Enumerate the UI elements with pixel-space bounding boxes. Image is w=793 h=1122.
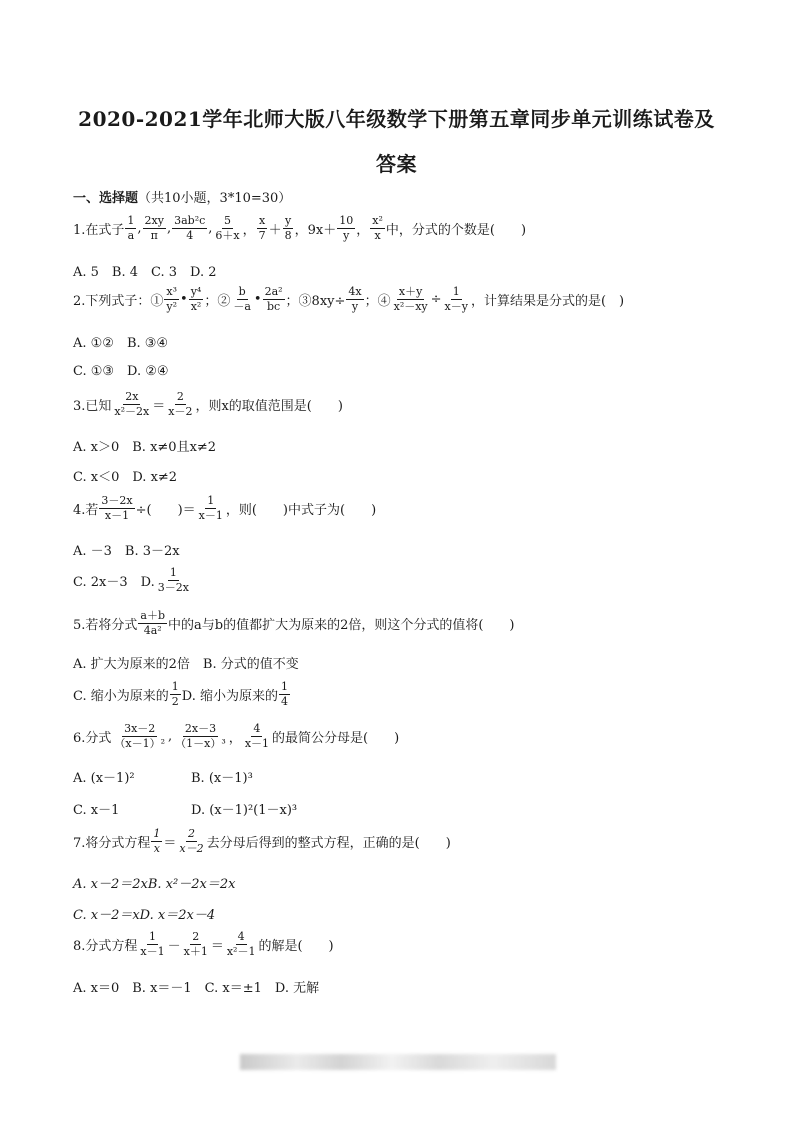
question-3 bbox=[73, 390, 343, 419]
q1-fraction-4: $\frac{5}{6+x}$ bbox=[215, 214, 240, 242]
blurred-footer-watermark bbox=[240, 1054, 556, 1070]
q5-option-d-fraction: $\frac{1}{4}$ bbox=[280, 680, 288, 708]
q6-prefix: 6.分式 bbox=[73, 731, 112, 746]
q1-fraction-6: $\frac{y}{8}$ bbox=[284, 214, 292, 242]
q1-plus: ＋ bbox=[268, 223, 282, 238]
q1-mid: ，9x＋ bbox=[294, 223, 337, 238]
q3-fraction-left: $\frac{2x}{\text{x²－2x}}$ bbox=[114, 390, 150, 418]
q8-fraction-b: $\frac{2}{x+1}$ bbox=[183, 930, 208, 958]
question-4 bbox=[73, 494, 376, 523]
q6-option-a: A. (x－1)² bbox=[73, 771, 135, 786]
q2-suffix: ，计算结果是分式的是( ) bbox=[470, 294, 625, 309]
q4-options-2-prefix: C. 2x－3 D. bbox=[73, 575, 155, 590]
q4-options-2 bbox=[73, 566, 192, 595]
q1-options: A. 5 B. 4 C. 3 D. 2 bbox=[73, 265, 217, 280]
q2-sep-2: ；③8xy÷ bbox=[285, 294, 346, 309]
q7-suffix: 去分母后得到的整式方程，正确的是( ) bbox=[206, 836, 451, 851]
q8-suffix: 的解是( ) bbox=[258, 939, 334, 954]
q2-divide: ÷ bbox=[430, 292, 442, 307]
question-1: 1.在式子 $\frac{1}{a}$ , $\frac{2xy}{\pi}$ , $\frac{\text{3ab²c}}{4}$ , $\frac{5}{6+x}$ ， $\frac{x}{7}$ ＋ $\frac{y}{8}$ ，9x＋ $\frac{10}{y}$ ， $\frac{\text{x²}}{x}$ 中，分式的个数是( ) bbox=[73, 214, 527, 242]
q4-mid: ÷( )＝ bbox=[135, 503, 196, 518]
q2-fraction-c: $\frac{b}{-a}$ bbox=[233, 285, 251, 313]
q4-prefix: 4.若 bbox=[73, 503, 99, 518]
q6-options-2 bbox=[73, 799, 297, 818]
q7-fraction-right: $\frac{2}{x-2}$ bbox=[179, 827, 204, 855]
q6-fraction-a: $\frac{3x-2}{\text{（x－1）²}}$ bbox=[114, 722, 166, 750]
q3-equals: ＝ bbox=[152, 399, 166, 414]
q3-options-2: C. x＜0 D. x≠2 bbox=[73, 470, 178, 485]
q1-fraction-5: $\frac{x}{7}$ bbox=[258, 214, 266, 242]
q2-fraction-d: $\frac{\text{2a²}}{bc}$ bbox=[264, 285, 283, 313]
q2-dot-1: • bbox=[180, 292, 188, 307]
q8-options: A. x＝0 B. x＝－1 C. x＝±1 D. 无解 bbox=[73, 981, 320, 996]
q6-fraction-b: $\frac{2x-3}{\text{（1－x）³}}$ bbox=[175, 722, 226, 750]
q4-options-1: A. －3 B. 3－2x bbox=[73, 544, 180, 559]
q2-sep-3: ；④ bbox=[364, 294, 391, 309]
q6-option-b: B. (x－1)³ bbox=[191, 771, 253, 786]
q1-fraction-7: $\frac{10}{y}$ bbox=[339, 214, 354, 242]
q3-fraction-right: $\frac{2}{x-2}$ bbox=[168, 390, 193, 418]
q7-prefix: 7.将分式方程 bbox=[73, 836, 151, 851]
q5-prefix: 5.若将分式 bbox=[73, 618, 138, 633]
q1-fraction-8: $\frac{\text{x²}}{x}$ bbox=[372, 214, 383, 242]
q7-fraction-left: $\frac{1}{x}$ bbox=[153, 827, 161, 855]
q3-prefix: 3.已知 bbox=[73, 399, 112, 414]
q2-options-2: C. ①③ D. ②④ bbox=[73, 364, 169, 379]
q5-option-d-text: D. 缩小为原来的 bbox=[181, 689, 278, 704]
section-note: （共10小题，3*10=30） bbox=[138, 191, 292, 206]
q3-suffix: ，则x的取值范围是( ) bbox=[195, 399, 343, 414]
question-2 bbox=[73, 285, 624, 314]
question-7 bbox=[73, 827, 451, 856]
q5-options-2 bbox=[73, 680, 291, 709]
q6-option-c: C. x－1 bbox=[73, 803, 120, 818]
q6-fraction-c: $\frac{4}{x-1}$ bbox=[244, 722, 270, 750]
q4-fraction-right: $\frac{1}{x-1}$ bbox=[198, 494, 223, 522]
q8-equals: ＝ bbox=[210, 939, 224, 954]
q1-suffix: 中，分式的个数是( ) bbox=[385, 223, 527, 238]
q4-option-d-fraction: $\frac{1}{3-2x}$ bbox=[157, 566, 189, 594]
q5-option-c-fraction: $\frac{1}{2}$ bbox=[171, 680, 179, 708]
q8-fraction-c: $\frac{4}{\text{x²－1}}$ bbox=[226, 930, 256, 958]
q5-suffix: 中的a与b的值都扩大为原来的2倍，则这个分式的值将( ) bbox=[168, 618, 515, 633]
q2-fraction-e: $\frac{4x}{y}$ bbox=[348, 285, 362, 313]
q2-fraction-b: $\frac{\text{y⁴}}{\text{x²}}$ bbox=[190, 285, 202, 313]
q1-prefix: 1.在式子 bbox=[73, 223, 125, 238]
q3-options-1: A. x＞0 B. x≠0且x≠2 bbox=[73, 440, 217, 455]
document-title-continued: 答案 bbox=[376, 152, 417, 176]
document-title: 2020-2021学年北师大版八年级数学下册第五章同步单元训练试卷及 bbox=[78, 107, 715, 131]
q5-option-c-text: C. 缩小为原来的 bbox=[73, 689, 169, 704]
question-8 bbox=[73, 930, 334, 959]
q2-fraction-a: $\frac{\text{x³}}{\text{y²}}$ bbox=[166, 285, 178, 313]
q4-suffix: ，则( )中式子为( ) bbox=[225, 503, 377, 518]
q8-minus: － bbox=[167, 939, 181, 954]
q2-dot-2: • bbox=[253, 292, 262, 307]
q7-options-2: C. x－2＝xD. x＝2x－4 bbox=[73, 908, 216, 923]
q2-fraction-g: $\frac{1}{x-y}$ bbox=[444, 285, 468, 313]
q6-suffix: 的最简公分母是( ) bbox=[272, 731, 400, 746]
q6-options-1 bbox=[73, 767, 253, 786]
section-title: 一、选择题 bbox=[73, 191, 139, 206]
q8-prefix: 8.分式方程 bbox=[73, 939, 138, 954]
q1-fraction-1: $\frac{1}{a}$ bbox=[127, 214, 135, 242]
q7-options-1: A. x－2＝2xB. x²－2x＝2x bbox=[73, 877, 236, 892]
q6-option-d: D. (x－1)²(1－x)³ bbox=[191, 803, 298, 818]
q2-prefix: 2.下列式子：① bbox=[73, 294, 164, 309]
q5-fraction: $\frac{a+b}{\text{4a²}}$ bbox=[140, 609, 166, 637]
question-6: 6.分式 $\frac{3x-2}{\text{（x－1）²}}$ , $\frac{2x-3}{\text{（1－x）³}}$ ， $\frac{4}{x-1}$ 的最简公分母是( ) bbox=[73, 722, 400, 750]
section-heading bbox=[73, 187, 291, 206]
q2-options-1: A. ①② B. ③④ bbox=[73, 336, 169, 351]
q8-fraction-a: $\frac{1}{x-1}$ bbox=[140, 930, 165, 958]
q7-equals: ＝ bbox=[163, 836, 177, 851]
q4-fraction-left: $\frac{3-2x}{x-1}$ bbox=[101, 494, 133, 522]
q5-options-1: A. 扩大为原来的2倍 B. 分式的值不变 bbox=[73, 657, 299, 672]
q1-fraction-3: $\frac{\text{3ab²c}}{4}$ bbox=[174, 214, 206, 242]
q2-sep-1: ；② bbox=[204, 294, 231, 309]
q1-fraction-2: $\frac{2xy}{\pi}$ bbox=[144, 214, 164, 242]
q2-fraction-f: $\frac{x+y}{\text{x²－xy}}$ bbox=[393, 285, 428, 313]
question-5 bbox=[73, 609, 515, 638]
